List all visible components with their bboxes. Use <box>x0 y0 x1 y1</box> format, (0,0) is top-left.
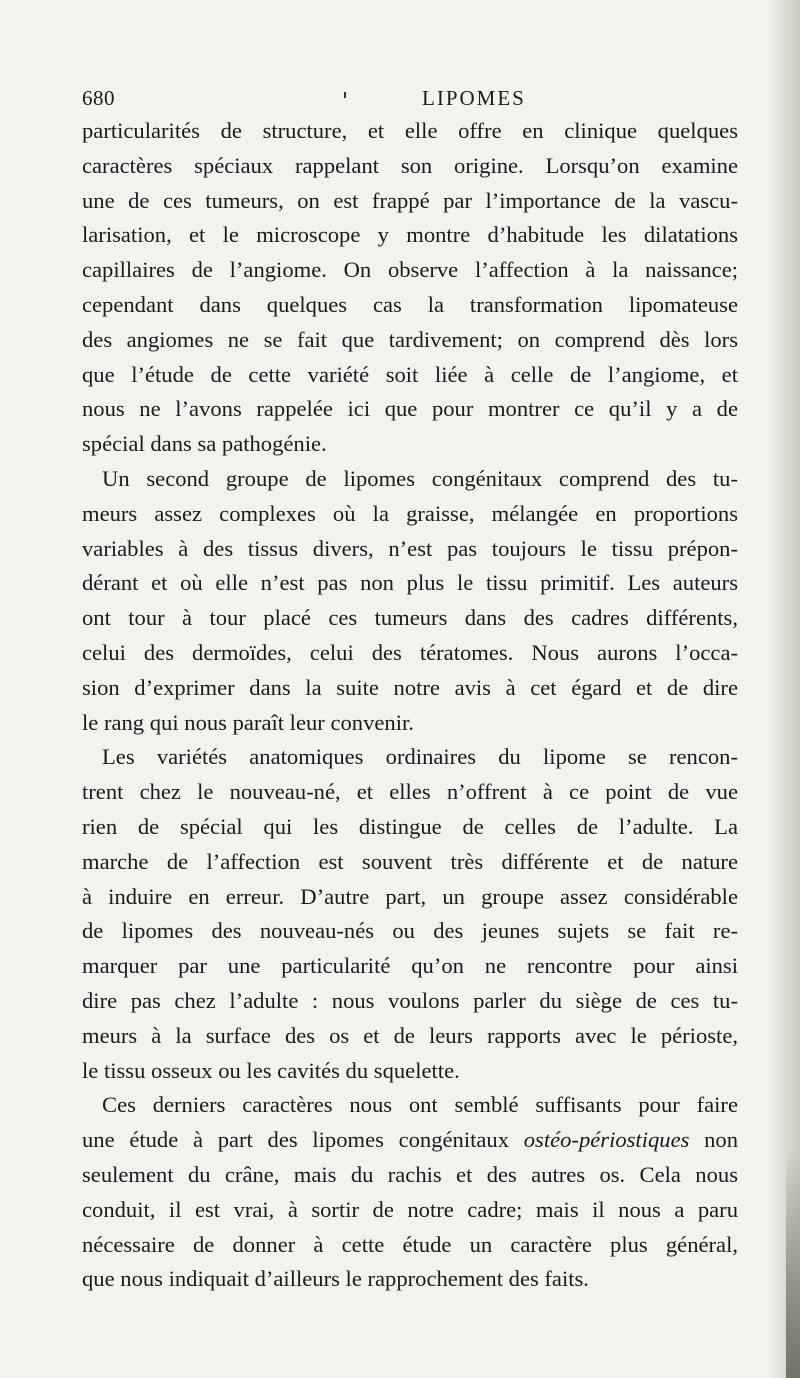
text-line: rien de spécial qui les distingue de celles de l’adulte. La <box>82 813 738 839</box>
italic-term: ostéo-périostiques <box>523 1127 690 1153</box>
text-line: celui des dermoïdes, celui des tératomes. Nous aurons l’occa- <box>82 639 738 665</box>
text-line-with-italic <box>82 1123 738 1158</box>
text-line: cependant dans quelques cas la transformation lipomateuse <box>82 291 738 317</box>
text-line: capillaires de l’angiome. On observe l’affection à la naissance; <box>82 257 738 283</box>
text-line: Les variétés anatomiques ordinaires du lipome se rencon- <box>102 744 738 770</box>
text-line: ont tour à tour placé ces tumeurs dans des cadres différents, <box>82 605 738 631</box>
text-line: des angiomes ne se fait que tardivement; on comprend dès lors <box>82 326 738 352</box>
text-line: meurs assez complexes où la graisse, mélangée en proportions <box>82 500 738 526</box>
text-line: que l’étude de cette variété soit liée à celle de l’angiome, et <box>82 361 738 387</box>
text-line: meurs à la surface des os et de leurs rapports avec le périoste, <box>82 1022 738 1048</box>
text-line: nous ne l’avons rappelée ici que pour montrer ce qu’il y a de <box>82 396 738 422</box>
header-mark <box>344 92 346 98</box>
text-line: de lipomes des nouveau-nés ou des jeunes sujets se fait re- <box>82 918 738 944</box>
page-number: 680 <box>82 86 115 110</box>
text-line: dire pas chez l’adulte : nous voulons parler du siège de ces tu- <box>82 987 738 1013</box>
text-line: Ces derniers caractères nous ont semblé suffisants pour faire <box>102 1092 738 1118</box>
text-line: particularités de structure, et elle offre en clinique quelques <box>82 118 738 143</box>
text-line: le rang qui nous paraît leur convenir. <box>82 709 414 735</box>
text-segment: une étude à part des lipomes congénitaux <box>82 1127 524 1153</box>
text-line: nécessaire de donner à cette étude un caractère plus général, <box>82 1231 738 1257</box>
text-line: caractères spéciaux rappelant son origine. Lorsqu’on examine <box>82 152 738 178</box>
text-line: dérant et où elle n’est pas non plus le tissu primitif. Les auteurs <box>82 570 738 596</box>
text-line: conduit, il est vrai, à sortir de notre cadre; mais il nous a paru <box>82 1196 738 1222</box>
text-line: marquer par une particularité qu’on ne rencontre pour ainsi <box>82 953 738 979</box>
text-line: trent chez le nouveau-né, et elles n’offrent à ce point de vue <box>82 779 738 805</box>
text-line: Un second groupe de lipomes congénitaux comprend des tu- <box>102 465 738 491</box>
text-line: que nous indiquait d’ailleurs le rapprochement des faits. <box>82 1266 589 1292</box>
text-line: le tissu osseux ou les cavités du squelette. <box>82 1057 460 1083</box>
running-head: LIPOMES <box>422 86 526 110</box>
body-text <box>82 114 738 1297</box>
text-line: seulement du crâne, mais du rachis et des autres os. Cela nous <box>82 1161 738 1187</box>
text-line: sion d’exprimer dans la suite notre avis à cet égard et de dire <box>82 674 738 700</box>
page-edge-shadow-bottom <box>786 1150 800 1378</box>
text-line: marche de l’affection est souvent très différente et de nature <box>82 848 738 874</box>
text-line: variables à des tissus divers, n’est pas toujours le tissu prépon- <box>82 535 738 561</box>
text-line: une de ces tumeurs, on est frappé par l’importance de la vascu- <box>82 187 738 213</box>
text-segment: non <box>689 1127 739 1153</box>
text-line: larisation, et le microscope y montre d’habitude les dilatations <box>82 222 738 248</box>
text-line: à induire en erreur. D’autre part, un groupe assez considérable <box>82 883 738 909</box>
page-header <box>82 86 738 116</box>
text-line: spécial dans sa pathogénie. <box>82 431 327 457</box>
